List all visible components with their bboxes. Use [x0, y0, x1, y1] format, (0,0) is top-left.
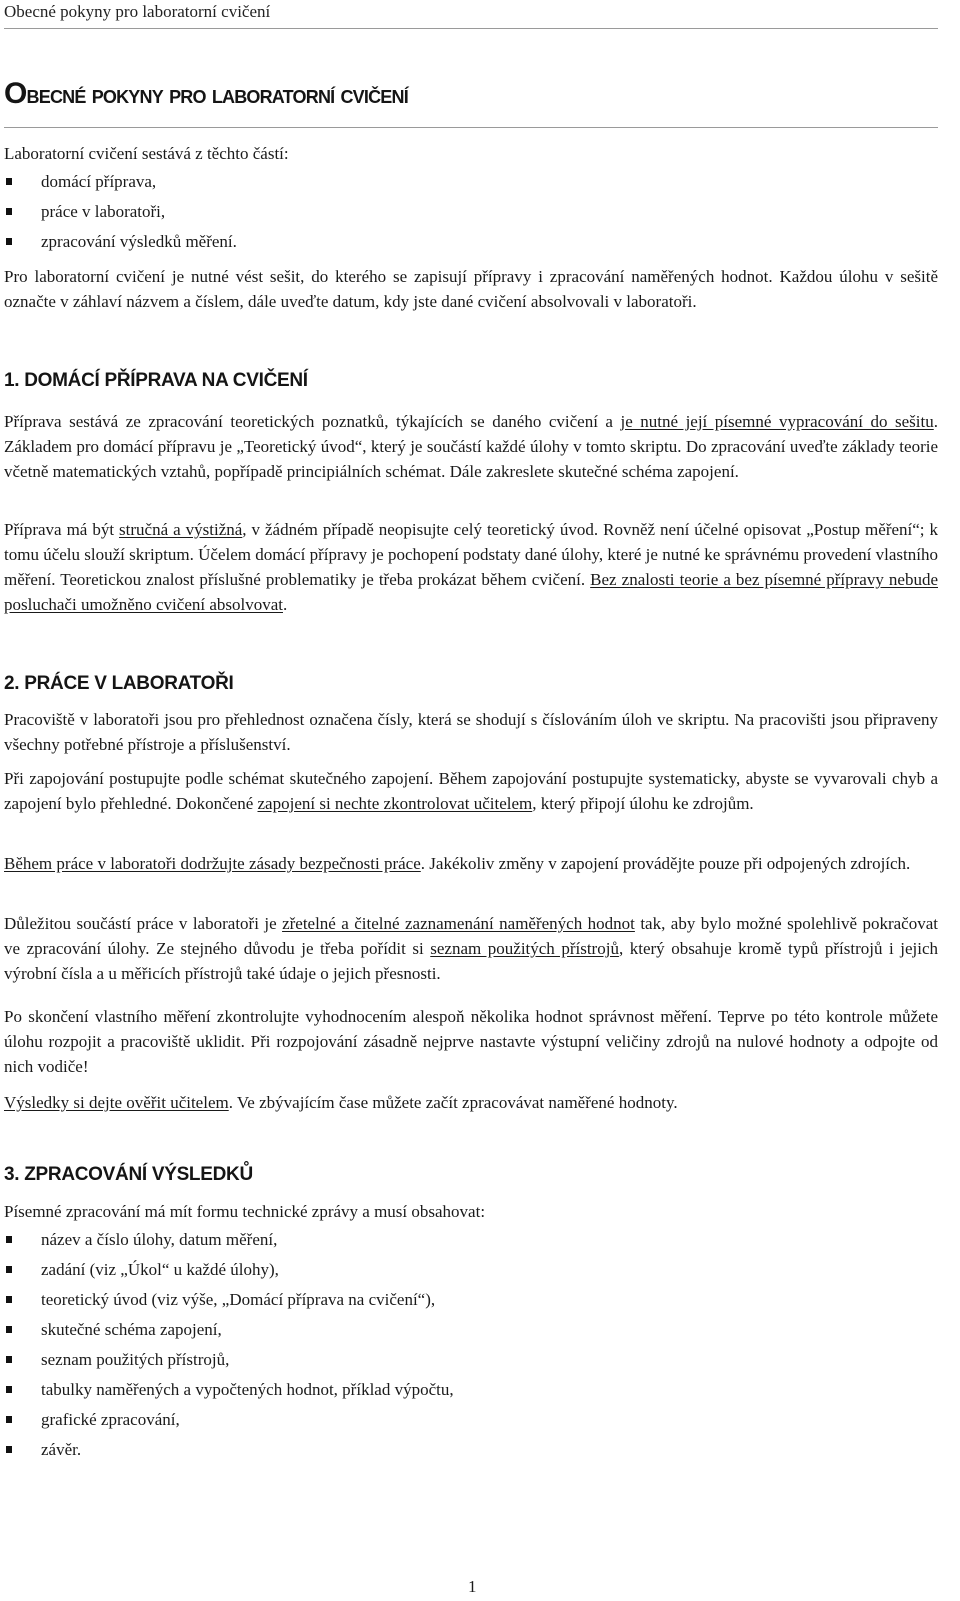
section-heading-1: 1. DOMÁCÍ PŘÍPRAVA NA CVIČENÍ [4, 370, 308, 391]
list-item: práce v laboratoři, [4, 197, 938, 227]
s2-paragraph-5: Po skončení vlastního měření zkontrolujte vyhodnocením alespoň několika hodnot správnost měření. Teprve po této kontrole můžete úlohu rozpojit a pracoviště uklidit. Při rozpojování zásadně nejprve nastavte výstupní veličiny zdrojů na nulové hodnoty a odpojte od nich vodiče! [4, 1007, 938, 1076]
list-item: závěr. [4, 1435, 938, 1465]
square-bullet-icon [6, 1356, 12, 1363]
s2-paragraph-3: Během práce v laboratoři dodržujte zásady bezpečnosti práce. Jakékoliv změny v zapojení provádějte pouze při odpojených zdrojích. [4, 854, 911, 873]
square-bullet-icon [6, 1236, 12, 1243]
s2-paragraph-2: Při zapojování postupujte podle schémat skutečného zapojení. Během zapojování postupujte systematicky, abyste se vyvarovali chyb a zapojení bylo přehledné. Dokončené zapojení si nechte zkontrolovat učitelem, který připojí úlohu ke zdrojům. [4, 769, 938, 813]
title-initial: O [4, 77, 27, 110]
square-bullet-icon [6, 1326, 12, 1333]
s2-paragraph-4: Důležitou součástí práce v laboratoři je zřetelné a čitelné zaznamenání naměřených hodnot tak, aby bylo možné spolehlivě pokračovat ve zpracování úlohy. Ze stejného důvodu je třeba pořídit si seznam použitých přístrojů, který obsahuje kromě typů přístrojů i jejich výrobní čísla a u měřicích přístrojů také údaje o jejich přesnosti. [4, 914, 939, 983]
document-title [4, 77, 408, 111]
list-item: grafické zpracování, [4, 1405, 938, 1435]
title-rule [4, 127, 938, 128]
square-bullet-icon [6, 1296, 12, 1303]
page-number: 1 [468, 1577, 477, 1596]
section-heading-2: 2. PRÁCE V LABORATOŘI [4, 673, 234, 694]
intro-lead: Laboratorní cvičení sestává z těchto částí: [4, 144, 289, 163]
header-rule [4, 28, 938, 29]
square-bullet-icon [6, 178, 12, 185]
list-item: skutečné schéma zapojení, [4, 1315, 938, 1345]
square-bullet-icon [6, 238, 12, 245]
title-rest: becné pokyny pro laboratorní cvičení [26, 81, 408, 109]
list-item: seznam použitých přístrojů, [4, 1345, 938, 1375]
list-item: název a číslo úlohy, datum měření, [4, 1225, 938, 1255]
intro-list [4, 167, 938, 257]
s2-paragraph-6: Výsledky si dejte ověřit učitelem. Ve zbývajícím čase můžete začít zpracovávat naměřené hodnoty. [4, 1093, 678, 1112]
section-heading-3: 3. ZPRACOVÁNÍ VÝSLEDKŮ [4, 1164, 253, 1185]
s1-paragraph-2: Příprava má být stručná a výstižná, v žádném případě neopisujte celý teoretický úvod. Rovněž není účelné opisovat „Postup měření“; k tomu účelu slouží skriptum. Účelem domácí přípravy je pochopení podstaty dané úlohy, které je nutné ke správnému provedení vlastního měření. Teoretickou znalost příslušné problematiky je třeba prokázat během cvičení. Bez znalosti teorie a bez písemné přípravy nebude posluchači umožněno cvičení absolvovat. [4, 520, 938, 614]
s2-paragraph-1: Pracoviště v laboratoři jsou pro přehlednost označena čísly, která se shodují s číslováním úloh ve skriptu. Na pracovišti jsou připraveny všechny potřebné přístroje a příslušenství. [4, 710, 938, 754]
square-bullet-icon [6, 1416, 12, 1423]
list-item: zadání (viz „Úkol“ u každé úlohy), [4, 1255, 938, 1285]
square-bullet-icon [6, 1266, 12, 1273]
s3-lead: Písemné zpracování má mít formu technické zprávy a musí obsahovat: [4, 1202, 486, 1221]
list-item: domácí příprava, [4, 167, 938, 197]
square-bullet-icon [6, 1446, 12, 1453]
square-bullet-icon [6, 1386, 12, 1393]
list-item: zpracování výsledků měření. [4, 227, 938, 257]
running-header: Obecné pokyny pro laboratorní cvičení [4, 2, 271, 21]
s3-list [4, 1225, 938, 1465]
list-item: tabulky naměřených a vypočtených hodnot, příklad výpočtu, [4, 1375, 938, 1405]
square-bullet-icon [6, 208, 12, 215]
list-item: teoretický úvod (viz výše, „Domácí příprava na cvičení“), [4, 1285, 938, 1315]
intro-paragraph: Pro laboratorní cvičení je nutné vést sešit, do kterého se zapisují přípravy i zpracování naměřených hodnot. Každou úlohu v sešitě označte v záhlaví názvem a číslem, dále uveďte datum, kdy jste dané cvičení absolvovali v laboratoři. [4, 267, 938, 311]
s1-paragraph-1: Příprava sestává ze zpracování teoretických poznatků, týkajících se daného cvičení a je nutné její písemné vypracování do sešitu. Základem pro domácí přípravu je „Teoretický úvod“, který je součástí každé úlohy v tomto skriptu. Do zpracování uveďte základy teorie včetně matematických vztahů, popřípadě principiálních schémat. Dále zakreslete skutečné schéma zapojení. [4, 412, 938, 481]
